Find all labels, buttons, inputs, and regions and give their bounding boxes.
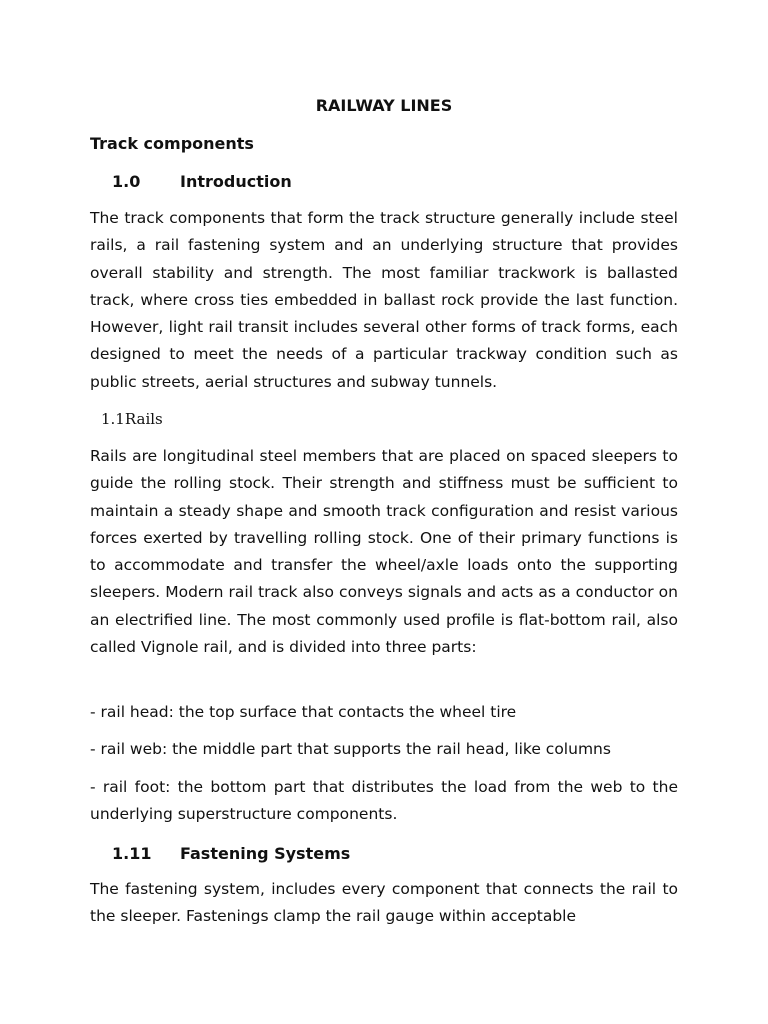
section-heading-rails bbox=[101, 410, 163, 428]
document-title: RAILWAY LINES bbox=[315, 96, 453, 115]
section-title: Rails bbox=[124, 410, 163, 428]
section-heading-fastening bbox=[112, 844, 350, 863]
section-number: 1.1 bbox=[101, 410, 125, 428]
heading-track-components: Track components bbox=[90, 134, 254, 153]
section-title: Introduction bbox=[180, 172, 292, 191]
section-title: Fastening Systems bbox=[180, 844, 351, 863]
rails-paragraph: Rails are longitudinal steel members that are placed on spaced sleepers to guide the rolling stock. Their strength and stiffness must be sufficient to maintain a steady shape and smooth track configuration and resist various forces exerted by travelling rolling stock. One of their primary functions is to accommodate and transfer the wheel/axle loads onto the supporting sleepers. Modern rail track also conveys signals and acts as a conductor on an electrified line. The most commonly used profile is flat-bottom rail, also called Vignole rail, and is divided into three parts: bbox=[90, 447, 678, 657]
section-number: 1.11 bbox=[112, 844, 152, 863]
section-number: 1.0 bbox=[112, 172, 141, 191]
rail-part-item: - rail web: the middle part that supports the rail head, like columns bbox=[90, 740, 611, 758]
intro-paragraph: The track components that form the track structure generally include steel rails, a rail fastening system and an underlying structure that provides overall stability and strength. The most familiar trackwork is ballasted track, where cross ties embedded in ballast rock provide the last function. However, light rail transit includes several other forms of track forms, each designed to meet the needs of a particular trackway condition such as public streets, aerial structures and subway tunnels. bbox=[90, 209, 678, 391]
fastening-paragraph: The fastening system, includes every component that connects the rail to the sleeper. Fastenings clamp the rail gauge within acceptable bbox=[90, 880, 678, 926]
rail-part-item: - rail foot: the bottom part that distributes the load from the web to the underlying superstructure components. bbox=[90, 778, 678, 824]
rail-part-item: - rail head: the top surface that contacts the wheel tire bbox=[90, 703, 517, 721]
section-heading-introduction bbox=[112, 172, 292, 191]
